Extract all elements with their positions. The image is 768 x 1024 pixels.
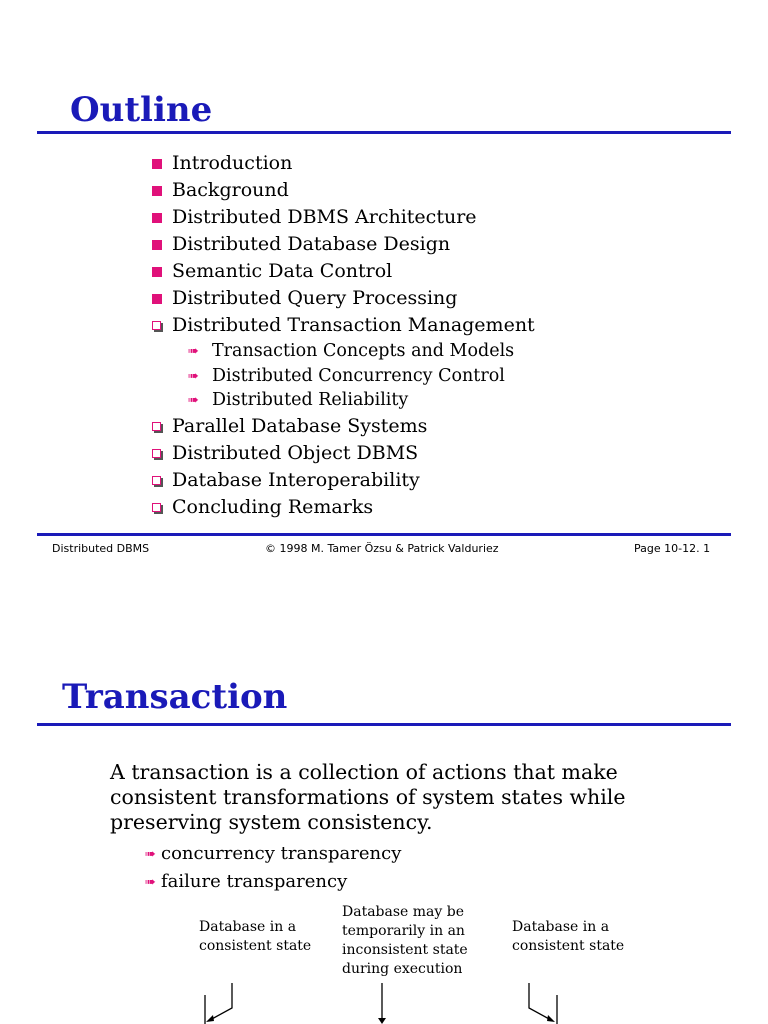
outline-item-transaction-management: Distributed Transaction Management	[150, 312, 535, 339]
square-bullet-icon	[152, 267, 162, 277]
hollow-square-bullet-icon	[152, 321, 161, 330]
transparency-list	[145, 840, 401, 896]
outline-title: Outline	[70, 90, 213, 130]
outline-item-design: Distributed Database Design	[150, 231, 535, 258]
arrow-bullet-icon: ➠	[145, 875, 156, 890]
title-divider	[37, 131, 731, 134]
outline-list	[150, 150, 535, 521]
outline-item-object-dbms: Distributed Object DBMS	[150, 440, 535, 467]
label-inconsistent-state: Database may be temporarily in an inconsistent state during execution	[342, 904, 468, 977]
start-state-connector-arrow	[210, 983, 232, 1020]
arrow-bullet-icon: ➠	[145, 847, 156, 862]
outline-item-architecture: Distributed DBMS Architecture	[150, 204, 535, 231]
hollow-square-bullet-icon	[152, 422, 161, 431]
square-bullet-icon	[152, 213, 162, 223]
outline-item-introduction: Introduction	[150, 150, 535, 177]
title-divider	[37, 723, 731, 726]
transaction-definition: A transaction is a collection of actions that make consistent transformations of system states while preserving system consistency.	[110, 760, 626, 834]
outline-item-concluding: Concluding Remarks	[150, 494, 535, 521]
square-bullet-icon	[152, 159, 162, 169]
hollow-square-bullet-icon	[152, 503, 161, 512]
transaction-state-diagram	[0, 975, 768, 1024]
footer-copyright: © 1998 M. Tamer Özsu & Patrick Valduriez	[265, 542, 499, 555]
outline-subitem-concepts: ➠ Transaction Concepts and Models	[188, 341, 515, 361]
square-bullet-icon	[152, 294, 162, 304]
label-consistent-state-start: Database in a consistent state	[199, 919, 312, 954]
transaction-title: Transaction	[62, 677, 288, 717]
label-consistent-state-end: Database in a consistent state	[512, 919, 625, 954]
outline-item-query-processing: Distributed Query Processing	[150, 285, 535, 312]
outline-item-parallel: Parallel Database Systems	[150, 413, 535, 440]
footer-divider	[37, 533, 731, 536]
footer-page-number: Page 10-12. 1	[634, 542, 711, 555]
outline-item-interoperability: Database Interoperability	[150, 467, 535, 494]
outline-item-semantic-control: Semantic Data Control	[150, 258, 535, 285]
hollow-square-bullet-icon	[152, 476, 161, 485]
bullet-failure-transparency: ➠ failure transparency	[145, 871, 348, 892]
hollow-square-bullet-icon	[152, 449, 161, 458]
arrow-bullet-icon: ➠	[188, 344, 199, 359]
arrowhead-icon	[378, 1018, 386, 1024]
end-state-connector-arrow	[529, 983, 551, 1020]
footer-left: Distributed DBMS	[52, 542, 150, 555]
outline-subitem-reliability: ➠ Distributed Reliability	[188, 390, 409, 410]
arrow-bullet-icon: ➠	[188, 368, 199, 384]
arrow-bullet-icon: ➠	[188, 393, 199, 408]
outline-subitem-concurrency: ➠ Distributed Concurrency Control	[188, 365, 505, 386]
bullet-concurrency-transparency: ➠ concurrency transparency	[145, 843, 402, 864]
outline-item-background: Background	[150, 177, 535, 204]
square-bullet-icon	[152, 186, 162, 196]
arrowhead-icon	[547, 1015, 555, 1022]
arrowhead-icon	[206, 1015, 214, 1022]
square-bullet-icon	[152, 240, 162, 250]
